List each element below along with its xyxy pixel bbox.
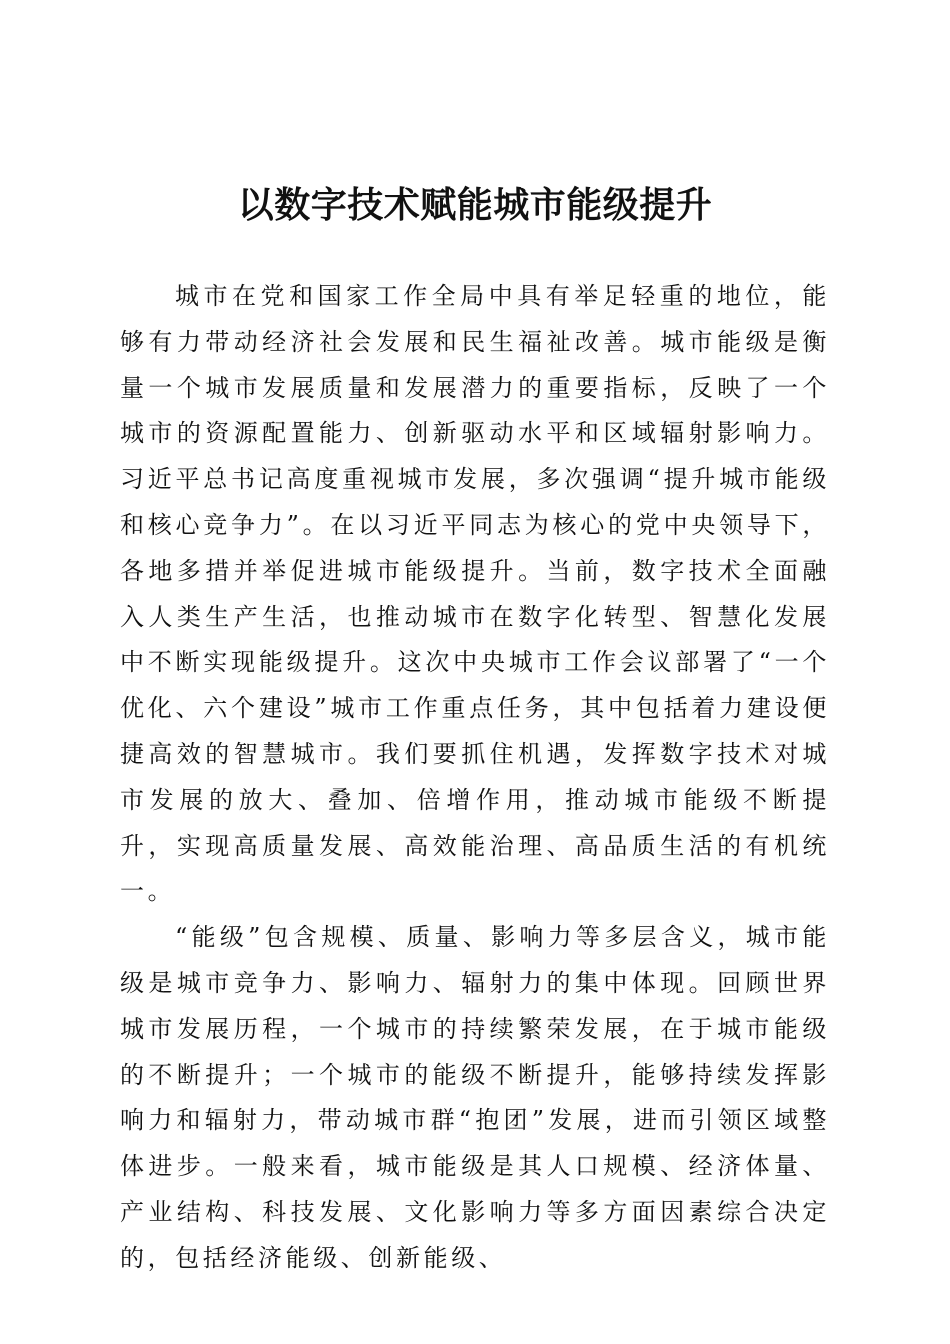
document-title: 以数字技术赋能城市能级提升 xyxy=(237,184,713,226)
paragraph-1: 城市在党和国家工作全局中具有举足轻重的地位，能够有力带动经济社会发展和民生福祉改善。城市能级是衡量一个城市发展质量和发展潜力的重要指标，反映了一个城市的资源配置能力、创新驱动水平和区域辐射影响力。习近平总书记高度重视城市发展，多次强调“提升城市能级和核心竞争力”。在以习近平同志为核心的党中央领导下，各地多措并举促进城市能级提升。当前，数字技术全面融入人类生产生活，也推动城市在数字化转型、智慧化发展中不断实现能级提升。这次中央城市工作会议部署了“一个优化、六个建设”城市工作重点任务，其中包括着力建设便捷高效的智慧城市。我们要抓住机遇，发挥数字技术对城市发展的放大、叠加、倍增作用，推动城市能级不断提升，实现高质量发展、高效能治理、高品质生活的有机统一。 xyxy=(120,282,830,906)
document-body xyxy=(120,274,830,1282)
paragraph-2: “能级”包含规模、质量、影响力等多层含义，城市能级是城市竞争力、影响力、辐射力的集中体现。回顾世界城市发展历程，一个城市的持续繁荣发展，在于城市能级的不断提升；一个城市的能级不断提升，能够持续发挥影响力和辐射力，带动城市群“抱团”发展，进而引领区域整体进步。一般来看，城市能级是其人口规模、经济体量、产业结构、科技发展、文化影响力等多方面因素综合决定的，包括经济能级、创新能级、 xyxy=(120,923,830,1272)
